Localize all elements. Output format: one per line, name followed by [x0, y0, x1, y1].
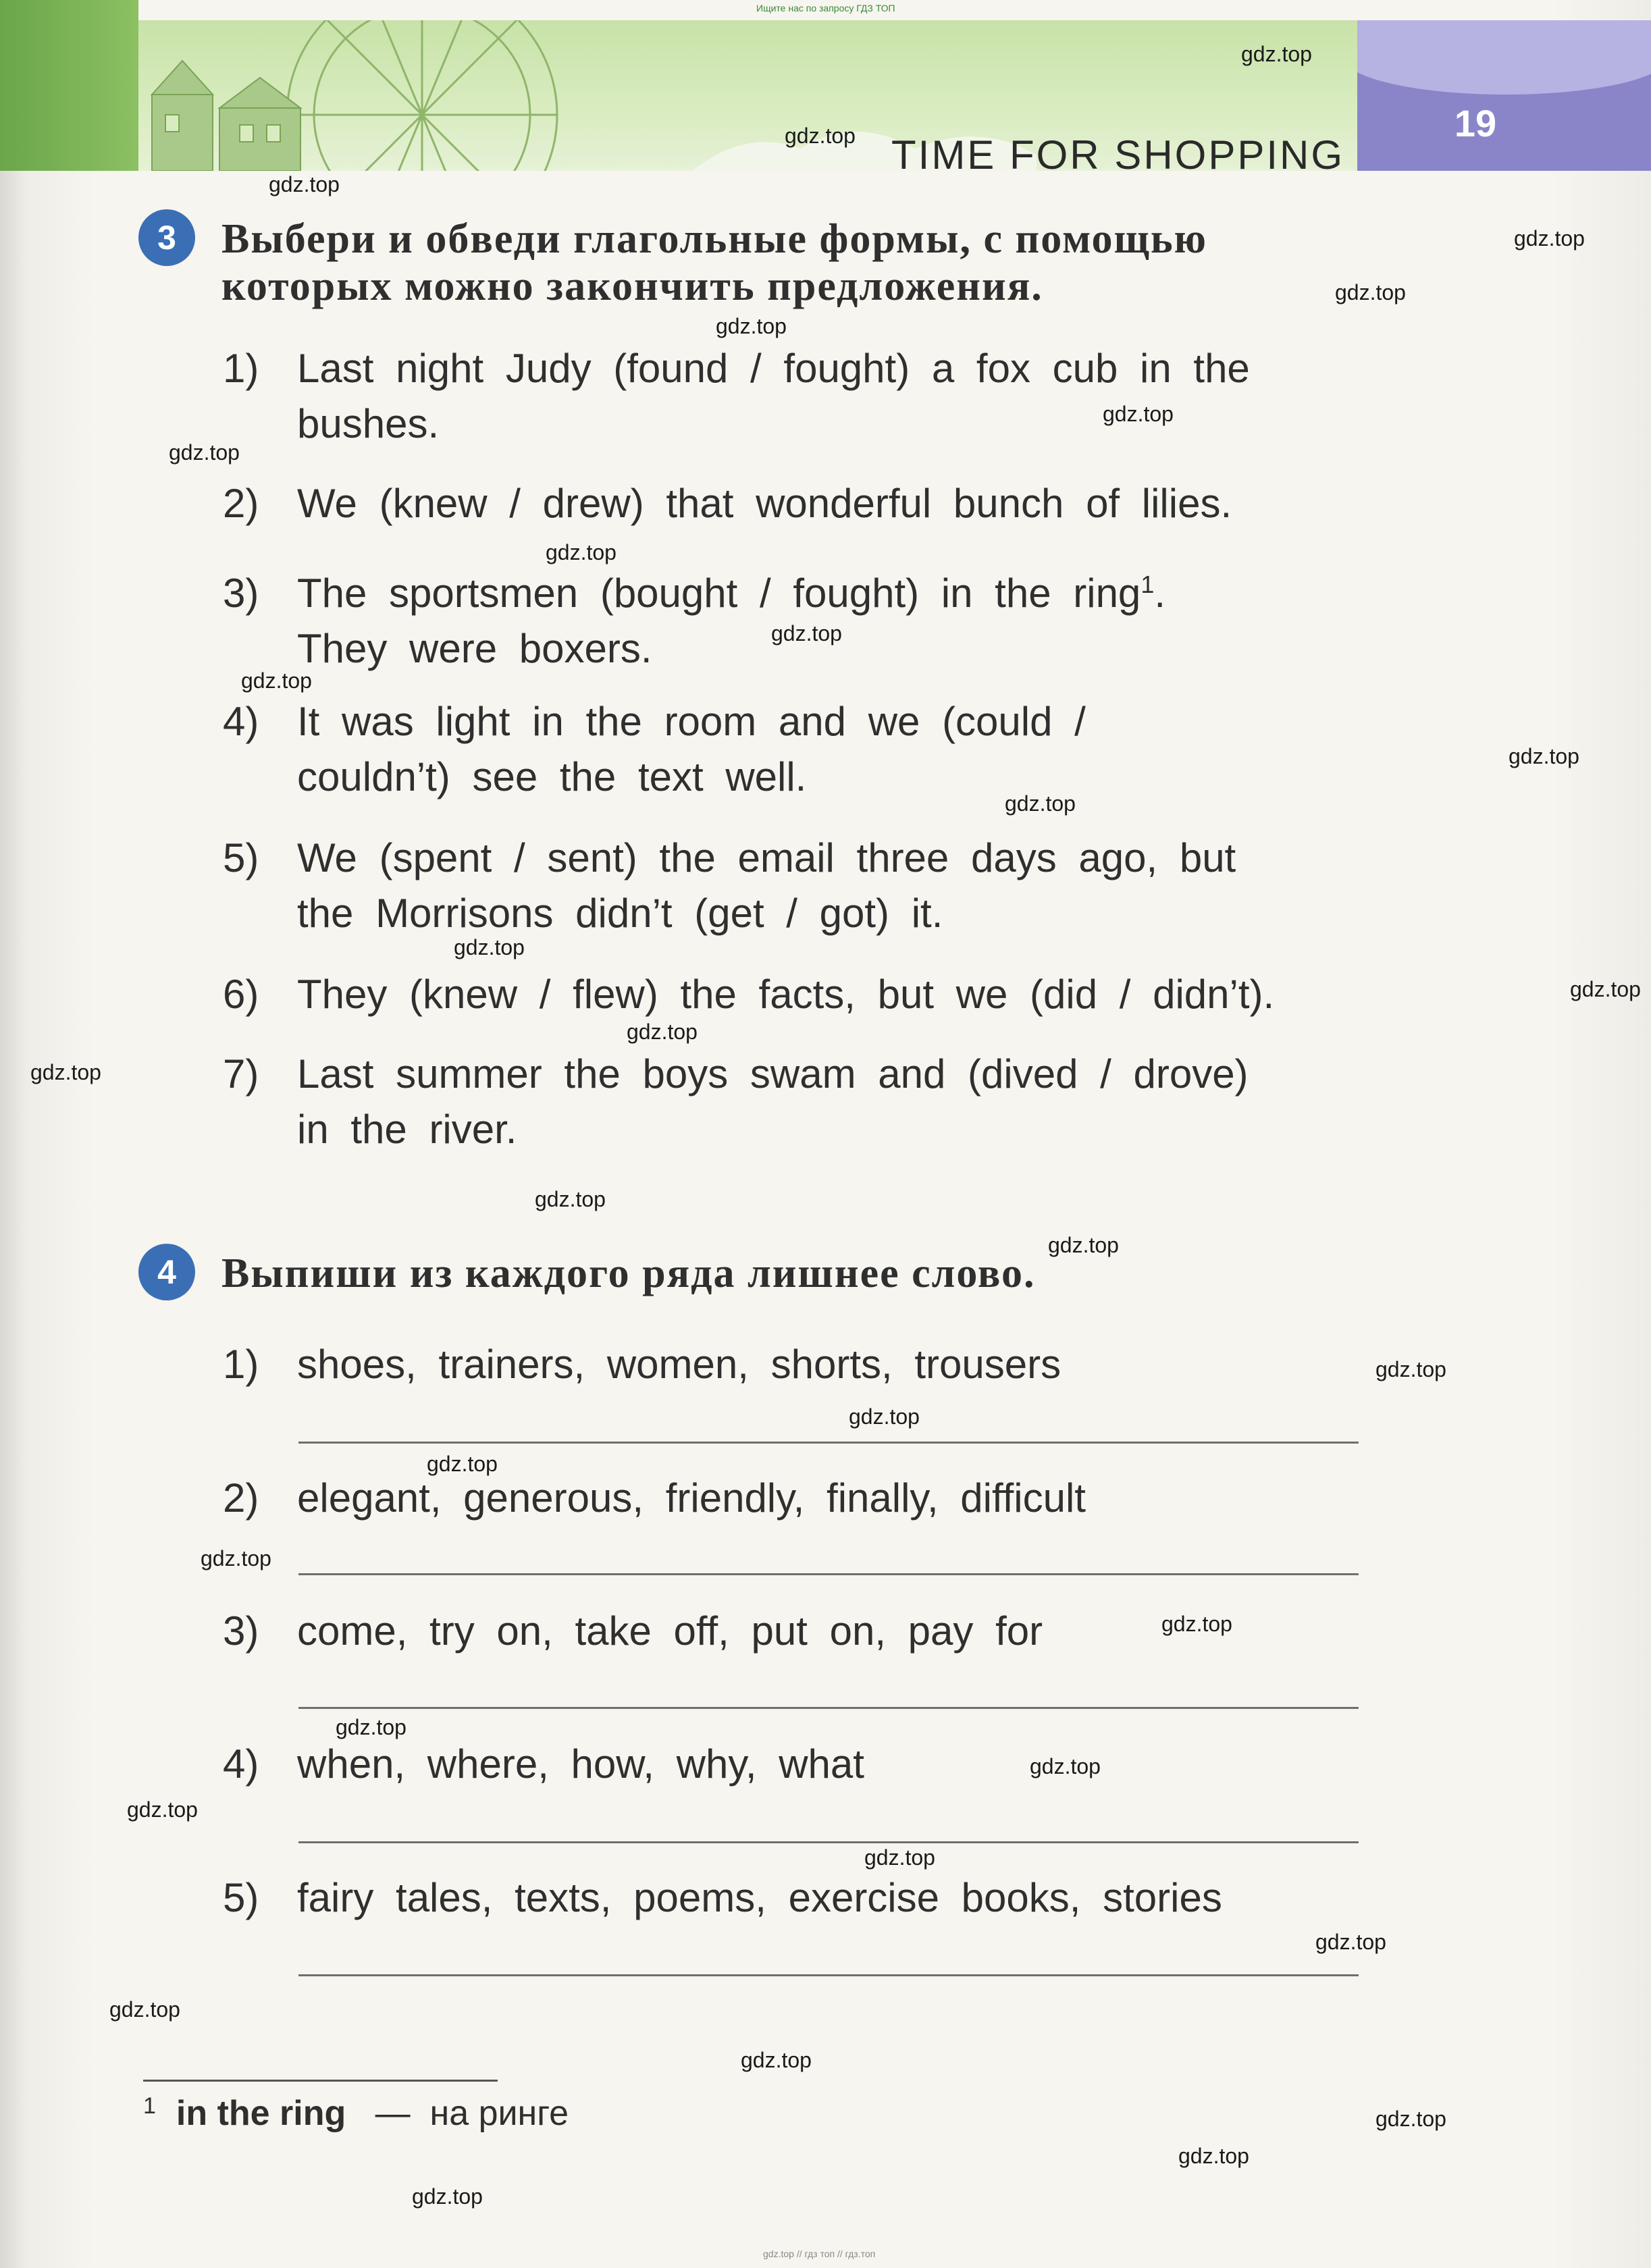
footnote-divider	[143, 2080, 498, 2082]
watermark: gdz.top	[849, 1404, 920, 1429]
ex3-item-1	[223, 341, 1250, 452]
watermark: gdz.top	[785, 124, 856, 148]
item-number: 7)	[223, 1051, 259, 1097]
answer-line-4[interactable]	[298, 1841, 1359, 1843]
watermark: gdz.top	[1570, 977, 1641, 1001]
item-text-cont: They were boxers.	[297, 626, 652, 671]
watermark: gdz.top	[771, 621, 842, 645]
answer-line-1[interactable]	[298, 1442, 1359, 1444]
watermark: gdz.top	[716, 314, 787, 338]
ex3-item-6	[223, 967, 1274, 1022]
watermark: gdz.top	[1375, 2107, 1446, 2131]
ex3-item-5	[223, 830, 1236, 941]
item-number: 1)	[223, 346, 259, 391]
watermark: gdz.top	[1375, 1357, 1446, 1381]
item-number: 5)	[223, 1875, 259, 1920]
exercise-3-instruction-line1: Выбери и обведи глагольные формы, с помощью	[221, 216, 1208, 262]
watermark: gdz.top	[1509, 744, 1579, 768]
header-green-band	[0, 0, 138, 171]
watermark: gdz.top	[201, 1546, 271, 1571]
item-text: We (knew / drew) that wonderful bunch of lilies.	[297, 481, 1232, 526]
watermark: gdz.top	[1241, 42, 1312, 66]
item-text: come, try on, take off, put on, pay for	[297, 1608, 1043, 1654]
answer-line-3[interactable]	[298, 1707, 1359, 1709]
footnote-term: in the ring	[176, 2094, 346, 2133]
item-text: It was light in the room and we (could /	[297, 699, 1086, 744]
exercise-3-badge: 3	[138, 209, 195, 266]
watermark: gdz.top	[864, 1845, 935, 1870]
watermark: gdz.top	[535, 1187, 606, 1211]
footnote-dash: —	[375, 2094, 411, 2133]
item-text-cont: couldn’t) see the text well.	[297, 754, 807, 799]
ex3-item-7	[223, 1047, 1249, 1157]
item-text: They (knew / flew) the facts, but we (did / didn’t).	[297, 972, 1275, 1017]
watermark: gdz.top	[1005, 791, 1076, 816]
watermark: gdz.top	[1030, 1754, 1101, 1778]
item-number: 4)	[223, 1741, 259, 1787]
footnote	[143, 2093, 569, 2134]
watermark: gdz.top	[127, 1797, 198, 1822]
watermark: gdz.top	[427, 1452, 498, 1476]
header-cloud	[1357, 20, 1651, 95]
watermark: gdz.top	[412, 2184, 483, 2209]
watermark: gdz.top	[30, 1060, 101, 1084]
watermark: gdz.top	[741, 2048, 812, 2072]
exercise-3-instruction-line2: которых можно закончить предложения.	[221, 263, 1043, 309]
watermark: gdz.top	[1161, 1612, 1232, 1636]
item-text: Last night Judy (found / fought) a fox cub in the	[297, 346, 1250, 391]
exercise-4-badge: 4	[138, 1244, 195, 1300]
ex4-item-4	[223, 1737, 864, 1792]
watermark: gdz.top	[1514, 226, 1585, 250]
item-text: Last summer the boys swam and (dived / drove)	[297, 1051, 1249, 1097]
item-text: We (spent / sent) the email three days ago, but	[297, 835, 1236, 880]
ex4-item-5	[223, 1870, 1222, 1926]
watermark: gdz.top	[241, 668, 312, 693]
answer-line-2[interactable]	[298, 1573, 1359, 1575]
answer-line-5[interactable]	[298, 1974, 1359, 1976]
bottom-note: gdz.top // гдз топ // гдз.топ	[763, 2248, 876, 2259]
footnote-number: 1	[143, 2093, 156, 2119]
item-text: elegant, generous, friendly, finally, difficult	[297, 1475, 1086, 1521]
item-number: 1)	[223, 1342, 259, 1387]
watermark: gdz.top	[169, 440, 240, 465]
watermark: gdz.top	[454, 935, 525, 959]
item-text: The sportsmen (bought / fought) in the ring	[297, 571, 1141, 616]
item-number: 2)	[223, 1475, 259, 1521]
item-text: shoes, trainers, women, shorts, trousers	[297, 1342, 1062, 1387]
page-number: 19	[1454, 102, 1497, 144]
watermark: gdz.top	[1335, 280, 1406, 305]
item-number: 3)	[223, 1608, 259, 1654]
watermark: gdz.top	[336, 1715, 407, 1739]
exercise-4-instruction: Выпиши из каждого ряда лишнее слово.	[221, 1250, 1036, 1296]
ex3-item-4	[223, 694, 1086, 805]
item-number: 5)	[223, 835, 259, 880]
footnote-translation: на ринге	[429, 2094, 569, 2133]
watermark: gdz.top	[546, 540, 617, 564]
page-number-box	[1357, 20, 1651, 171]
watermark: gdz.top	[109, 1997, 180, 2022]
watermark: gdz.top	[1178, 2144, 1249, 2168]
item-number: 4)	[223, 699, 259, 744]
top-search-note: Ищите нас по запросу ГДЗ ТОП	[756, 3, 895, 14]
item-text-cont: bushes.	[297, 401, 440, 446]
ex3-item-2	[223, 476, 1232, 531]
watermark: gdz.top	[1048, 1233, 1119, 1257]
ex4-item-3	[223, 1604, 1043, 1659]
item-text: when, where, how, why, what	[297, 1741, 864, 1787]
item-number: 2)	[223, 481, 259, 526]
watermark: gdz.top	[627, 1020, 698, 1044]
section-title: TIME FOR SHOPPING	[891, 132, 1345, 178]
item-number: 3)	[223, 571, 259, 616]
ex4-item-2	[223, 1471, 1086, 1526]
watermark: gdz.top	[269, 172, 340, 196]
ex3-item-3: 3) The sportsmen (bought / fought) in the ring$^1$. They were boxers.	[223, 557, 1165, 677]
item-number: 6)	[223, 972, 259, 1017]
item-text-cont: the Morrisons didn’t (get / got) it.	[297, 891, 943, 936]
footnote-marker: 1	[1141, 571, 1155, 598]
watermark: gdz.top	[1315, 1930, 1386, 1954]
item-text-cont: in the river.	[297, 1107, 517, 1152]
ex4-item-1	[223, 1337, 1061, 1392]
item-text: fairy tales, texts, poems, exercise books, stories	[297, 1875, 1222, 1920]
watermark: gdz.top	[1103, 402, 1174, 426]
